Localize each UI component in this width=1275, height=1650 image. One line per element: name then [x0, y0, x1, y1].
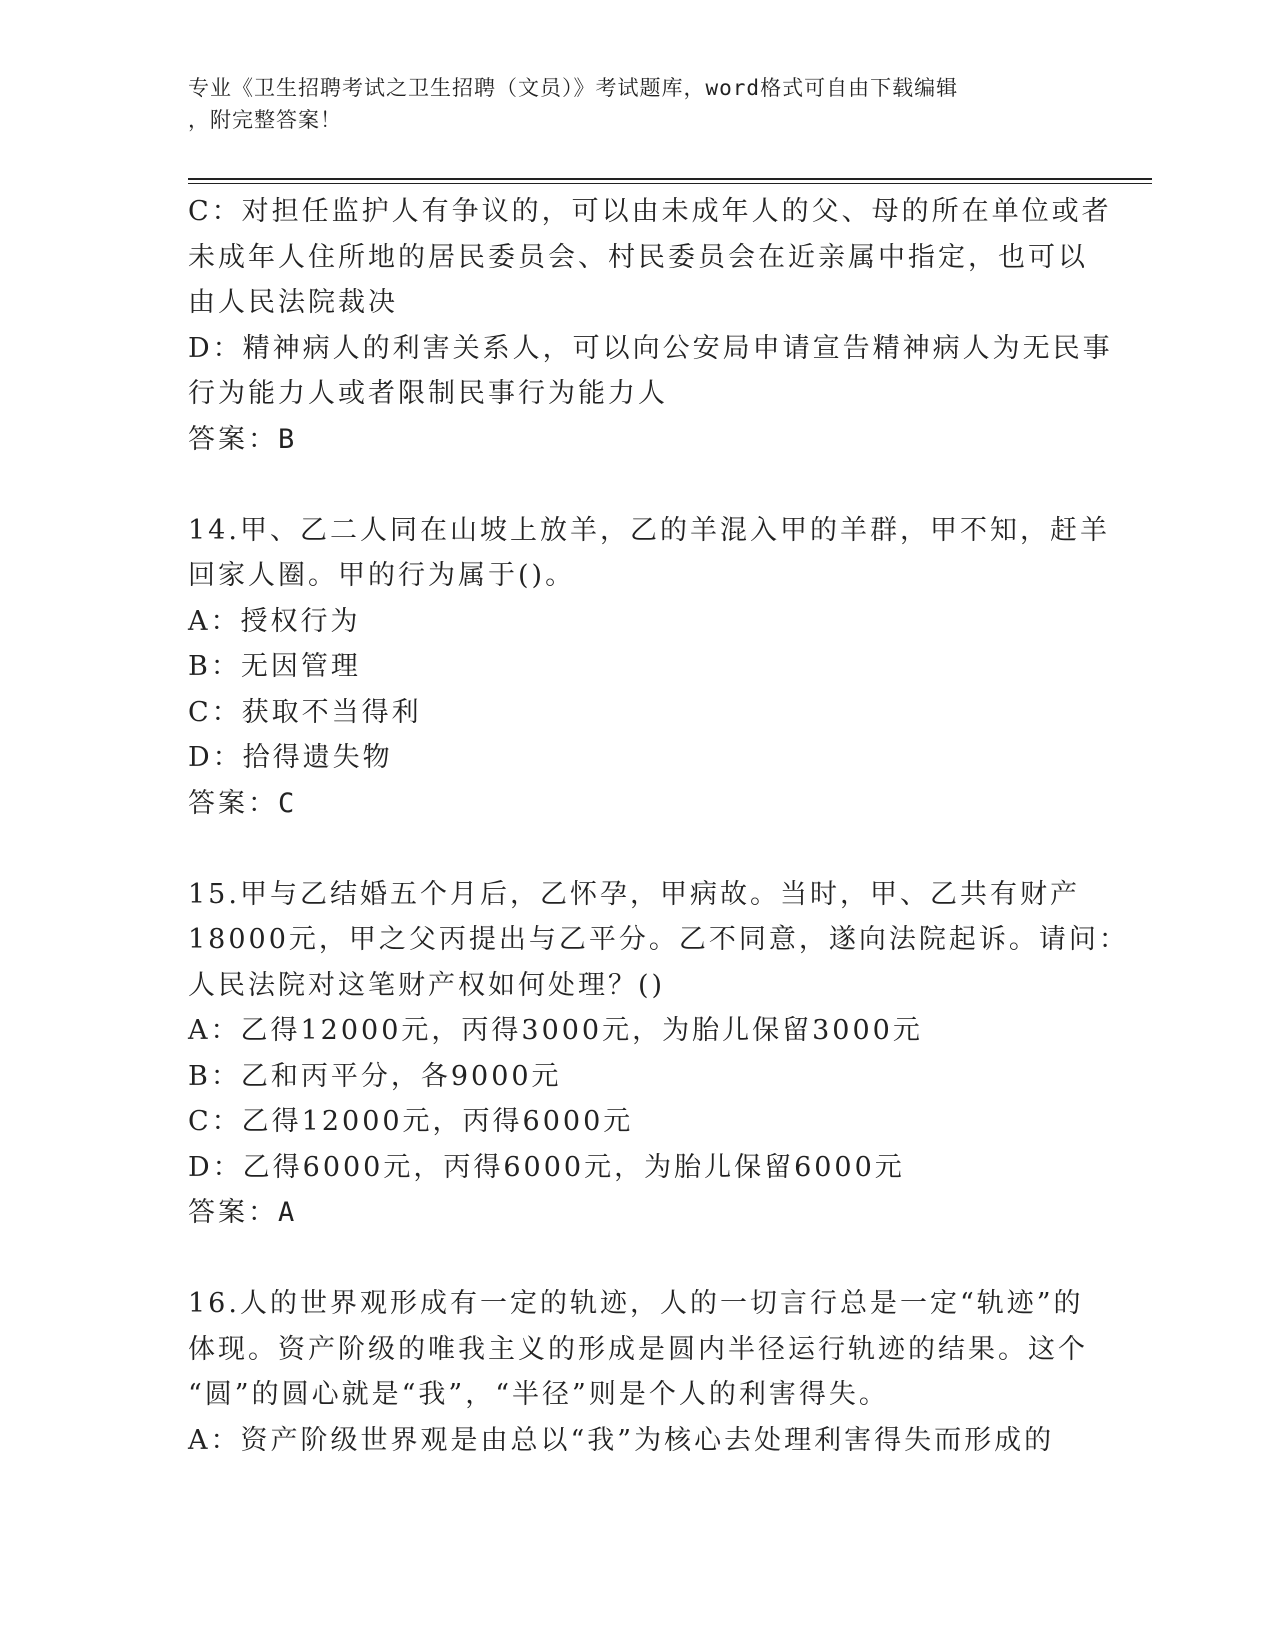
document-header: [188, 72, 1068, 136]
q15-stem-line-3: 人民法院对这笔财产权如何处理？(): [188, 969, 666, 1001]
question-13-tail: [188, 189, 1113, 462]
q15-option-b: B：乙和丙平分，各9000元: [188, 1060, 562, 1092]
question-content: [188, 189, 1129, 1463]
question-16: [188, 1281, 1088, 1463]
question-15: [188, 872, 1129, 1236]
header-line-1: 专业《卫生招聘考试之卫生招聘（文员）》考试题库，word格式可自由下载编辑: [188, 76, 959, 100]
header-divider-thick: [188, 178, 1152, 180]
q14-stem-line-1: 14.甲、乙二人同在山坡上放羊，乙的羊混入甲的羊群，甲不知，赶羊: [188, 514, 1110, 546]
answer-label: 答案：: [188, 423, 278, 455]
q15-option-a: A：乙得12000元，丙得3000元，为胎儿保留3000元: [188, 1015, 923, 1046]
q15-answer: [188, 1190, 1088, 1236]
q15-option-c: C：乙得12000元，丙得6000元: [188, 1106, 634, 1137]
q13-option-c-line-2: 未成年人住所地的居民委员会、村民委员会在近亲属中指定，也可以: [188, 241, 1088, 273]
header-divider-thin: [188, 183, 1152, 184]
spacer: [188, 826, 1088, 872]
q13-option-c-line-3: 由人民法院裁决: [188, 287, 398, 318]
q14-option-a: A：授权行为: [188, 605, 361, 637]
spacer: [188, 1236, 1088, 1282]
q14-option-b: B：无因管理: [188, 651, 361, 682]
q14-stem-line-2: 回家人圈。甲的行为属于()。: [188, 560, 576, 591]
answer-label: 答案：: [188, 1197, 278, 1228]
q13-answer: [188, 417, 1088, 463]
q16-option-a: A：资产阶级世界观是由总以“我”为核心去处理利害得失而形成的: [188, 1424, 1055, 1456]
spacer: [188, 462, 1088, 508]
q13-option-c-line-1: C：对担任监护人有争议的，可以由未成年人的父、母的所在单位或者: [188, 196, 1112, 227]
q15-stem-line-1: 15.甲与乙结婚五个月后，乙怀孕，甲病故。当时，甲、乙共有财产: [188, 878, 1080, 910]
q14-answer: [188, 781, 1088, 827]
answer-value: A: [278, 1197, 298, 1228]
q16-stem-line-3: “圆”的圆心就是“我”，“半径”则是个人的利害得失。: [188, 1379, 889, 1410]
q14-option-d: D：拾得遗失物: [188, 742, 393, 773]
q15-option-d: D：乙得6000元，丙得6000元，为胎儿保留6000元: [188, 1151, 905, 1183]
q13-option-d-line-2: 行为能力人或者限制民事行为能力人: [188, 378, 668, 409]
q13-option-d-line-1: D：精神病人的利害关系人，可以向公安局申请宣告精神病人为无民事: [188, 332, 1113, 364]
answer-label: 答案：: [188, 787, 278, 819]
q16-stem-line-2: 体现。资产阶级的唯我主义的形成是圆内半径运行轨迹的结果。这个: [188, 1333, 1088, 1365]
answer-value: B: [278, 423, 298, 455]
answer-value: C: [278, 787, 298, 819]
question-14: [188, 508, 1110, 827]
q15-stem-line-2: 18000元，甲之父丙提出与乙平分。乙不同意，遂向法院起诉。请问：: [188, 924, 1129, 955]
header-line-2: ，附完整答案！: [188, 108, 342, 132]
q16-stem-line-1: 16.人的世界观形成有一定的轨迹，人的一切言行总是一定“轨迹”的: [188, 1288, 1084, 1319]
q14-option-c: C：获取不当得利: [188, 696, 422, 728]
